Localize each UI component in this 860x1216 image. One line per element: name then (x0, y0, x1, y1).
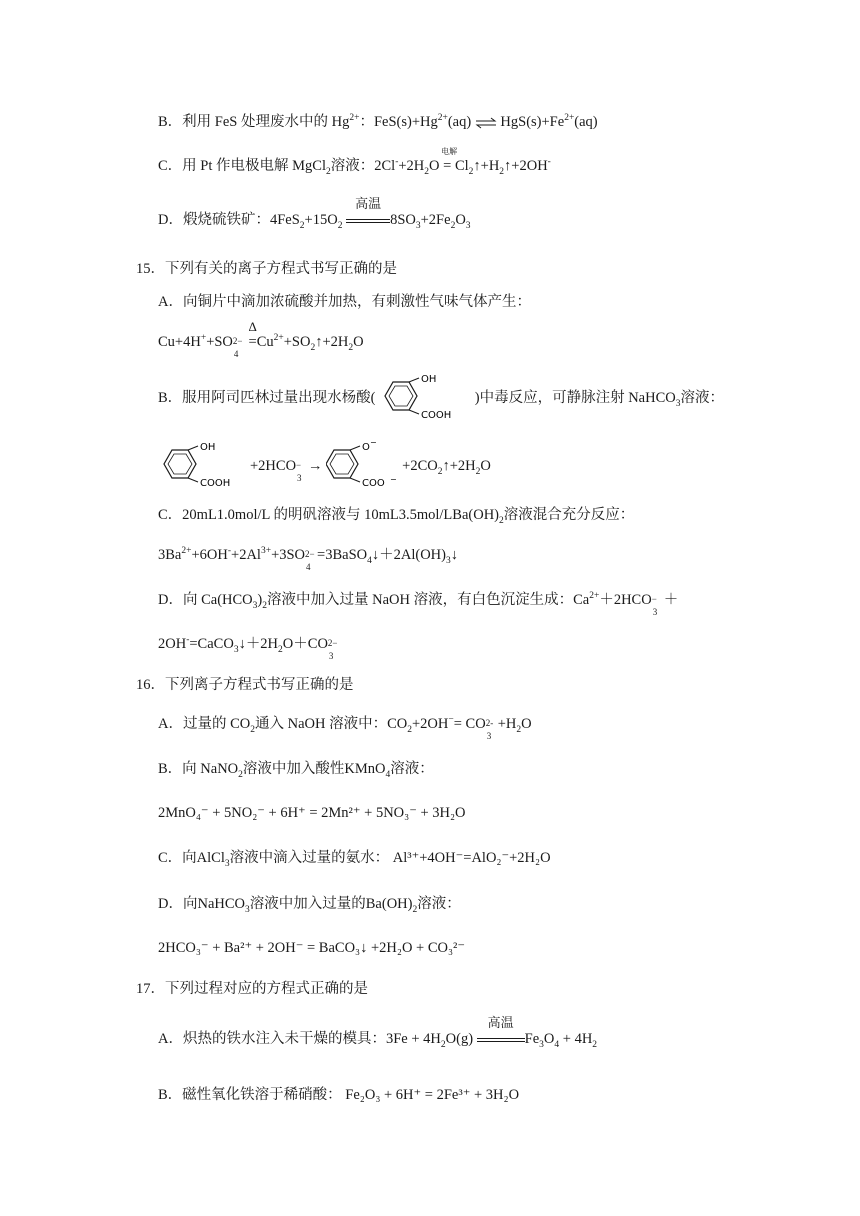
q16-b-equation: 2MnO₄⁻ + 5NO₂⁻ + 6H⁺ = 2Mn²⁺ + 5NO₃⁻ + 3H₂O (158, 805, 466, 821)
oh-label: OH (200, 441, 216, 453)
eq-part: Cu+4H (158, 334, 201, 350)
coo-minus-label: COO (362, 477, 385, 488)
q16-c-text3: 溶液中滴入过量的氨水： (229, 850, 390, 866)
eq-part: +SO (206, 334, 233, 350)
cooh-label: COOH (421, 409, 452, 420)
q14-option-b: B．利用 FeS 处理废水中的 $Hg^{2+}$：$FeS(s)+Hg^{2+}(aq)$ $HgS(s)+Fe^{2+}(aq)$ (158, 113, 598, 130)
q16-option-d: D．向NaHCO$_3$溶液中加入过量的$Ba(OH)_2$溶液： (158, 896, 461, 915)
eq-part: +2Al (231, 547, 261, 563)
eq-part: +3SO (271, 547, 306, 563)
eq-part: ↑+2H (442, 458, 476, 474)
delta-label: Δ (248, 319, 257, 334)
q17-b-text: B．磁性氧化铁溶于稀硝酸： (158, 1087, 342, 1103)
svg-text:−: − (370, 441, 377, 447)
q16-option-b: B．向 NaNO$_2$溶液中加入酸性KMnO$_4$溶液： (158, 761, 434, 780)
q15-a-equation: Cu+4H++SO 2− 4 Δ $=Cu^{2+}+SO_2↑+2H_2O$ (158, 319, 364, 359)
eq-part: +2CO (402, 458, 438, 474)
q14-d-text5: O (455, 212, 466, 228)
q17-a-text: A．炽热的铁水注入未干燥的模具： (158, 1031, 386, 1047)
q15-d-equation: $2OH^-=CaCO_3↓+2H_2O+CO$ 2− 3 (158, 635, 338, 661)
q17-a-cond: 高温 (487, 1015, 514, 1030)
q14-c-cond: 电解 (441, 147, 458, 156)
eq-part: ↓＋2Al(OH) (371, 547, 446, 563)
q16-b-text4: 溶液： (390, 761, 434, 777)
q16-a-text3: +2OH (412, 716, 449, 732)
q14-d-cond: 高温 (355, 196, 382, 211)
heat-sign: Δ = (248, 319, 257, 350)
electrolysis-sign: 电解 = (443, 156, 451, 176)
eq-part: 2OH (158, 636, 187, 652)
q16-d-text2: NaHCO (197, 896, 246, 912)
q16-a-text4: = CO (453, 716, 486, 732)
svg-text:−: − (390, 474, 397, 484)
q14-c-text: C．用 Pt 作电极电解 MgCl (158, 158, 326, 174)
q17-stem: 17．下列过程对应的方程式正确的是 (136, 981, 368, 997)
q14-b-text: B．利用 FeS 处理废水中的 Hg (158, 114, 350, 130)
q14-c-text3: +2H (398, 158, 425, 174)
q14-option-c: C．用 Pt 作电极电解 MgCl$_2$溶液：$2Cl^-+2H_2O$ 电解 = $Cl_2↑+H_2↑+2OH^-$ (158, 156, 551, 176)
eq-part: =3BaSO (317, 547, 368, 563)
q17-option-a: A．炽热的铁水注入未干燥的模具：$3Fe + 4H_2O(g)$ 高温 $Fe_3O_4 + 4H_2$ (158, 1015, 598, 1050)
salicylic-acid-structure-icon (158, 442, 250, 488)
q14-c-text7: ↑+2OH (504, 158, 548, 174)
q15-option-b: B．服用阿司匹林过量出现水杨酸( OH COOH )中毒反应，可静脉注射 NaHCO$_3$溶液： (158, 373, 724, 420)
q16-d-text5: 溶液： (417, 896, 461, 912)
q16-c-eq: Al³⁺+4OH⁻=AlO₂⁻+2H₂O (392, 850, 551, 866)
q16-d-text: D．向 (158, 896, 198, 912)
reversible-arrow-icon (475, 117, 497, 129)
q16-d-text3: 溶液中加入过量的 (249, 896, 366, 912)
q16-a-text2: 通入 NaOH 溶液中：CO (255, 716, 408, 732)
q15-b-equation: OH COOH +2HCO − 3 → O − COO − $+2CO_2↑+2H_2O$ (158, 456, 491, 476)
q14-b-eq2: (aq) (447, 114, 472, 130)
q16-b-text2: 溶液中加入酸性 (242, 761, 345, 777)
q15-d-text3: 溶液中加入过量 NaOH 溶液，有白色沉淀生成：Ca (267, 592, 590, 608)
q17-a-eq4: O (543, 1031, 555, 1047)
q15-option-a: A．向铜片中滴加浓硫酸并加热，有刺激性气味气体产生： (158, 294, 531, 310)
q17-a-eq5: + 4H (559, 1031, 593, 1047)
q16-d-text4: Ba(OH) (365, 896, 413, 912)
eq-part: Cu (256, 334, 274, 350)
q16-stem: 16．下列离子方程式书写正确的是 (136, 677, 354, 693)
eq-part: ↓ (450, 547, 458, 563)
eq-part: =CaCO (189, 636, 234, 652)
q16-b-text: B．向 NaNO (158, 761, 239, 777)
q14-b-eq3: HgS(s)+Fe (500, 114, 565, 130)
eq-part: +2HCO (250, 458, 297, 474)
q14-b-eq4: (aq) (574, 114, 598, 130)
q16-option-a: A．过量的 $CO_2$通入 NaOH 溶液中：$CO_2+2OH^-=$ CO 2- 3 $+H_2O$ (158, 715, 532, 741)
q17-a-eq3: Fe (524, 1031, 540, 1047)
q14-b-eq: ：FeS(s)+Hg (359, 114, 438, 130)
q17-a-eq2: O(g) (445, 1031, 474, 1047)
q15-b-text: B．服用阿司匹林过量出现水杨酸( (158, 390, 376, 406)
q16-a-text6: O (521, 716, 532, 732)
q15-option-c: C．20mL1.0mol/L 的明矾溶液与 $10mL3.5mol/LBa(OH)_2$溶液混合充分反应： (158, 507, 635, 526)
q16-a-text: A．过量的 CO (158, 716, 251, 732)
o-minus-label: O (362, 441, 371, 453)
q14-d-text2: +15O (304, 212, 338, 228)
salicylate-dianion-structure-icon (326, 442, 402, 488)
q16-c-text: C．向 (158, 850, 197, 866)
q17-b-eq: Fe₂O₃ + 6H⁺ = 2Fe³⁺ + 3H₂O (345, 1087, 520, 1103)
eq-part: +SO (283, 334, 311, 350)
oh-label: OH (421, 373, 437, 385)
q15-c-equation: $3Ba^{2+}+6OH^-+2Al^{3+}+3SO$ 2− 4 $=3BaSO_4↓+2Al(OH)_3↓$ (158, 546, 458, 572)
q14-c-text4: O (429, 158, 440, 174)
high-temp-sign (346, 196, 390, 230)
q15-c-text2: 溶液混合充分反应： (503, 507, 635, 523)
q14-d-text3: 8SO (390, 212, 416, 228)
q15-d-text: D．向 Ca(HCO (158, 592, 253, 608)
q16-c-text2: AlCl (196, 850, 225, 866)
q15-d-text2: ) (257, 592, 263, 608)
q17-option-b (158, 1085, 519, 1105)
eq-part: → (308, 458, 323, 474)
cooh-label: COOH (200, 477, 231, 488)
eq-part: O (480, 458, 491, 474)
q15-option-d: D．向 $Ca(HCO_3)_2$溶液中加入过量 NaOH 溶液，有白色沉淀生成：$Ca^{2+}+2HCO$ − 3 ＋ (158, 591, 679, 617)
q14-c-text2: 溶液：2Cl (330, 158, 396, 174)
q17-a-eq1: 3Fe + 4H (385, 1031, 441, 1047)
q15-d-text4: ＋2HCO (599, 592, 652, 608)
q14-option-d: D．煅烧硫铁矿：$4FeS_2+15O_2$ 高温 $8SO_3+2Fe_2O_3$ (158, 196, 471, 231)
q15-b-text2: )中毒反应，可静脉注射 NaHCO (474, 390, 676, 406)
eq-part: 3Ba (158, 547, 182, 563)
eq-part: ↑+2H (315, 334, 349, 350)
q15-c-text: C．20mL1.0mol/L 的明矾溶液与 10mL3.5mol/LBa(OH) (158, 507, 499, 523)
eq-part: ↓＋2H (238, 636, 279, 652)
q16-a-text5: +H (497, 716, 517, 732)
q16-b-text3: KMnO (344, 761, 386, 777)
q16-d-equation: 2HCO₃⁻ + Ba²⁺ + 2OH⁻ = BaCO₃↓ +2H₂O + CO₃²⁻ (158, 940, 466, 956)
q15-d-text5: ＋ (663, 592, 679, 608)
q14-d-text: D．煅烧硫铁矿：4FeS (158, 212, 300, 228)
q14-c-text6: ↑+H (473, 158, 500, 174)
eq-part: +6OH (191, 547, 228, 563)
q14-d-text4: +2Fe (420, 212, 451, 228)
q14-c-text5: Cl (454, 158, 469, 174)
salicylic-acid-structure-icon (379, 374, 471, 420)
eq-part: O (353, 334, 364, 350)
eq-part: O＋CO (282, 636, 328, 652)
q16-option-c: C．向AlCl$_3$溶液中滴入过量的氨水： Al³⁺+4OH⁻=AlO₂⁻+2H₂O (158, 850, 551, 869)
q15-b-text3: 溶液： (680, 390, 724, 406)
q15-stem: 15．下列有关的离子方程式书写正确的是 (136, 261, 397, 277)
high-temp-sign (477, 1015, 525, 1049)
